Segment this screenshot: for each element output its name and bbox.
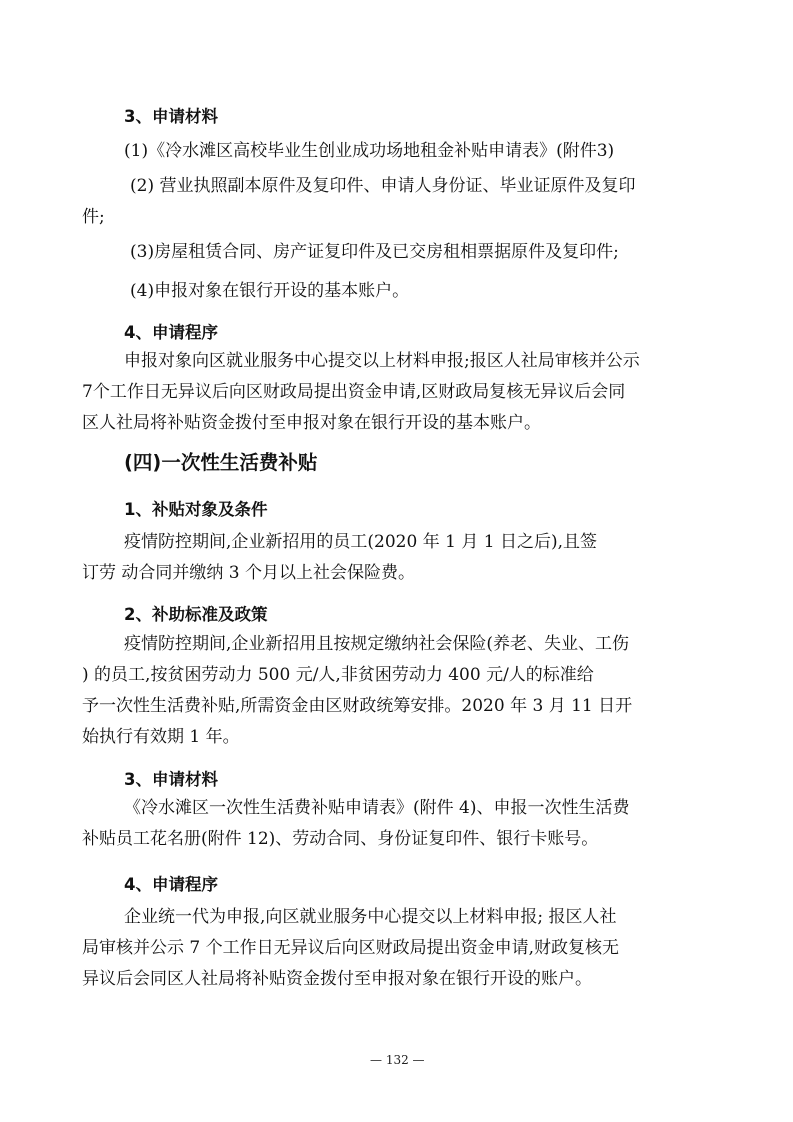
heading-subsidy-target: 1、补贴对象及条件 (124, 500, 268, 519)
text-line: 区人社局将补贴资金拨付至申报对象在银行开设的基本账户。 (82, 413, 541, 433)
heading-application-procedure: 4、申请程序 (124, 323, 218, 342)
text-line: ) 的员工,按贫困劳动力 500 元/人,非贫困劳动力 400 元/人的标准给 (82, 665, 594, 685)
heading-application-procedure-2: 4、申请程序 (124, 875, 218, 894)
text-line: 始执行有效期 1 年。 (82, 727, 240, 747)
text-line: 7个工作日无异议后向区财政局提出资金申请,区财政局复核无异议后会同 (82, 382, 626, 402)
heading-subsidy-standard: 2、补助标准及政策 (124, 605, 268, 624)
text-line: 疫情防控期间,企业新招用的员工(2020 年 1 月 1 日之后),且签 (124, 532, 597, 552)
text-line: 《冷水滩区一次性生活费补贴申请表》(附件 4)、申报一次性生活费 (124, 798, 630, 818)
text-line: (3)房屋租赁合同、房产证复印件及已交房租相票据原件及复印件; (130, 242, 619, 262)
text-line: (2) 营业执照副本原件及复印件、申请人身份证、毕业证原件及复印 (130, 176, 636, 196)
text-line: 件; (82, 207, 105, 227)
text-line: 企业统一代为申报,向区就业服务中心提交以上材料申报; 报区人社 (124, 907, 617, 927)
text-line: (4)申报对象在银行开设的基本账户。 (130, 281, 410, 301)
section-heading: (四)一次性生活费补贴 (124, 451, 318, 474)
text-line: 申报对象向区就业服务中心提交以上材料申报;报区人社局审核并公示 (124, 351, 640, 371)
text-line: 补贴员工花名册(附件 12)、劳动合同、身份证复印件、银行卡账号。 (82, 829, 599, 849)
text-line: 订劳 动合同并缴纳 3 个月以上社会保险费。 (82, 563, 416, 583)
text-line: (1)《冷水滩区高校毕业生创业成功场地租金补贴申请表》(附件3) (124, 141, 615, 161)
page-number: — 132 — (370, 1053, 425, 1067)
text-line: 疫情防控期间,企业新招用且按规定缴纳社会保险(养老、失业、工伤 (124, 634, 630, 654)
text-line: 异议后会同区人社局将补贴资金拨付至申报对象在银行开设的账户。 (82, 969, 592, 989)
heading-application-materials: 3、申请材料 (124, 107, 218, 126)
heading-application-materials-2: 3、申请材料 (124, 770, 218, 789)
text-line: 予一次性生活费补贴,所需资金由区财政统筹安排。2020 年 3 月 11 日开 (82, 696, 633, 716)
text-line: 局审核并公示 7 个工作日无异议后向区财政局提出资金申请,财政复核无 (82, 938, 620, 958)
